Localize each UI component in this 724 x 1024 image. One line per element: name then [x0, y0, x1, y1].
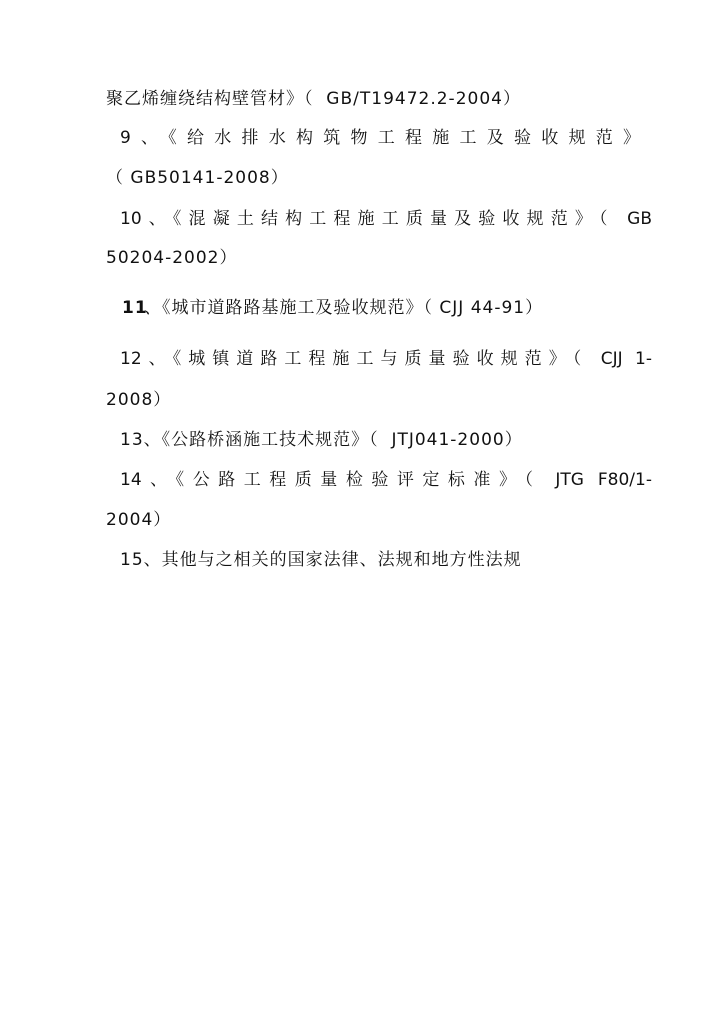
text-line-item-9: 9、《给水排水构筑物工程施工及验收规范》 [120, 128, 640, 148]
text-line-item-14: 14、《公路工程质量检验评定标准》（ JTG F80/1- [120, 470, 652, 490]
text-line-item-14-code: 2004） [106, 510, 172, 530]
text-line-item-13: 13、《公路桥涵施工技术规范》（ JTJ041-2000） [120, 430, 523, 450]
text-line-item-9-code: （ GB50141-2008） [106, 168, 289, 188]
text-line-item-11: 、《城市道路路基施工及验收规范》（ CJJ 44-91） [144, 298, 544, 318]
text-line-item-10: 10、《混凝土结构工程施工质量及验收规范》（ GB [120, 209, 652, 229]
text-line-item-15: 15、其他与之相关的国家法律、法规和地方性法规 [120, 550, 522, 570]
text-line-item-12-code: 2008） [106, 390, 172, 410]
text-line-continuation-item-8: 聚乙烯缠绕结构壁管材》（ GB/T19472.2-2004） [106, 89, 521, 109]
text-item-11-number: 11 [122, 298, 148, 318]
text-line-item-10-code: 50204-2002） [106, 248, 238, 268]
text-line-item-12: 12、《城镇道路工程施工与质量验收规范》（ CJJ 1- [120, 349, 652, 369]
